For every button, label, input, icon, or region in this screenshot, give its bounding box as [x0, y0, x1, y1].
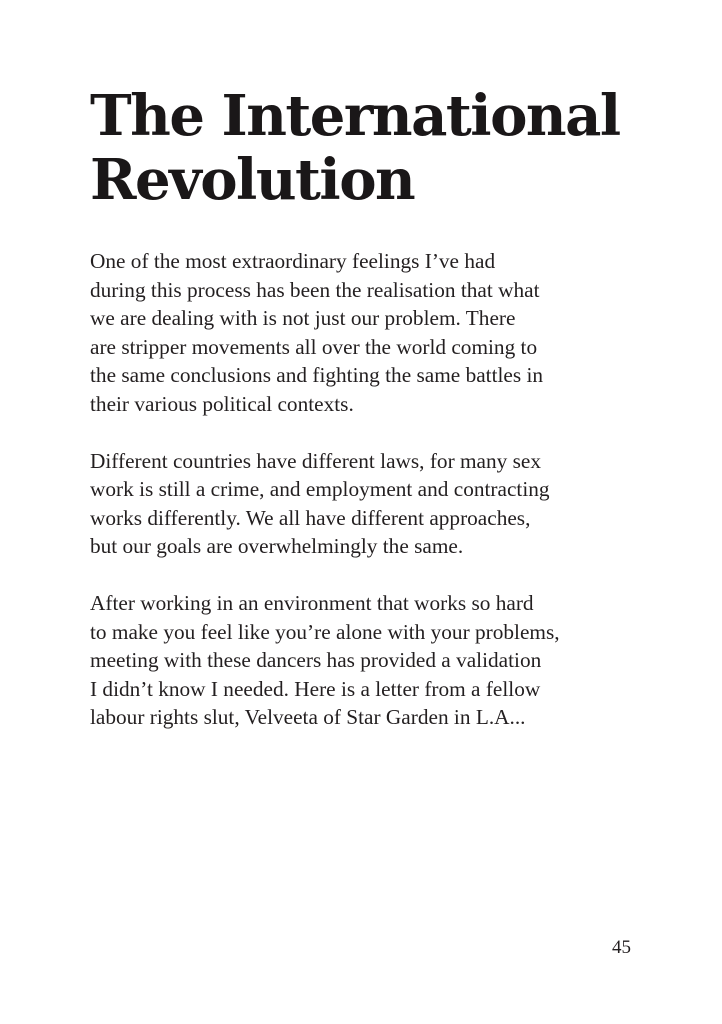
text-line: their various political contexts.	[90, 391, 354, 416]
text-line: to make you feel like you’re alone with your problems,	[90, 619, 560, 644]
paragraph-1	[90, 247, 630, 418]
paragraph-2	[90, 447, 630, 561]
text-line: work is still a crime, and employment and contracting	[90, 477, 550, 501]
text-line: are stripper movements all over the world coming to	[90, 334, 538, 359]
page-title	[90, 84, 690, 212]
title-line: Revolution	[90, 147, 415, 213]
text-line: the same conclusions and fighting the same battles in	[90, 363, 544, 387]
title-line: The International	[90, 83, 620, 149]
text-line: we are dealing with is not just our problem. There	[90, 306, 516, 330]
text-line: I didn’t know I needed. Here is a letter from a fellow	[90, 676, 541, 701]
text-line: meeting with these dancers has provided a validation	[90, 648, 542, 672]
text-line: works differently. We all have different approaches,	[90, 505, 531, 530]
text-line: during this process has been the realisation that what	[90, 277, 540, 302]
page-number: 45	[612, 937, 631, 958]
text-line: Different countries have different laws, for many sex	[90, 448, 542, 473]
text-line: labour rights slut, Velveeta of Star Garden in L.A...	[90, 705, 526, 729]
text-line: but our goals are overwhelmingly the same.	[90, 534, 464, 558]
body-text	[90, 247, 630, 760]
text-line: After working in an environment that works so hard	[90, 591, 534, 615]
paragraph-3	[90, 589, 630, 732]
text-line: One of the most extraordinary feelings I’ve had	[90, 249, 496, 273]
